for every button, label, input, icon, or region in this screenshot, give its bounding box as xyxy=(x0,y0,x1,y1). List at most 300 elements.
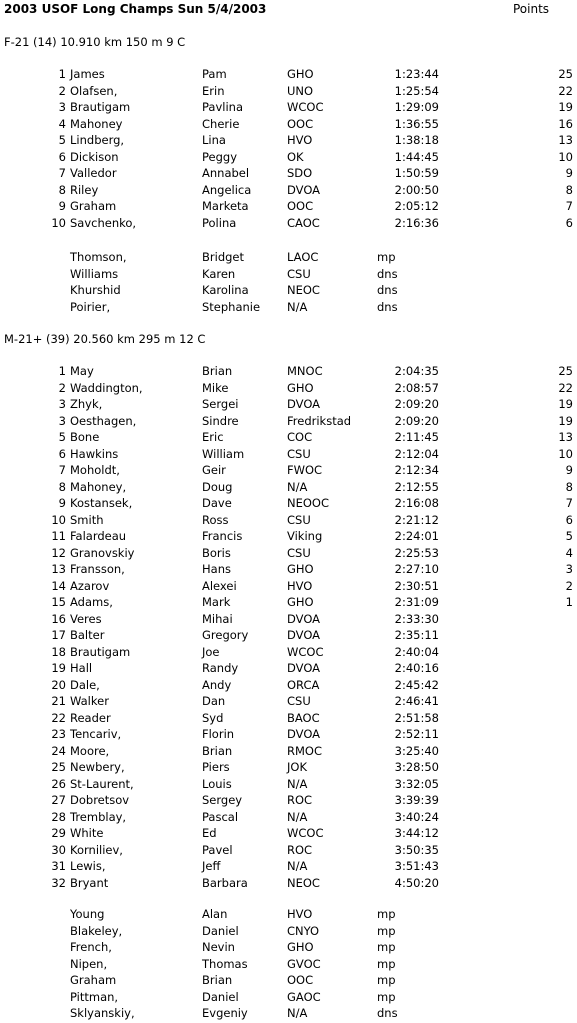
status-cell: mp xyxy=(377,250,396,264)
club-cell: DVOA xyxy=(287,661,321,675)
result-row xyxy=(0,562,577,579)
first-name-cell: Sergei xyxy=(202,397,239,411)
result-row xyxy=(0,760,577,777)
result-row xyxy=(0,67,577,84)
status-cell: dns xyxy=(377,299,398,314)
club-cell: FWOC xyxy=(287,463,323,477)
place-cell: 3 xyxy=(58,397,66,411)
place-cell: 24 xyxy=(51,743,66,758)
last-name-cell: Tencariv, xyxy=(70,727,122,741)
first-name-cell: Daniel xyxy=(202,923,239,938)
status-cell: dns xyxy=(377,266,398,281)
club-cell: HVO xyxy=(287,133,313,147)
time-cell: 3:40:24 xyxy=(394,809,439,824)
result-row xyxy=(0,628,577,645)
club-cell: WCOC xyxy=(287,644,324,659)
place-cell: 16 xyxy=(51,611,66,626)
first-name-cell: Nevin xyxy=(202,940,235,954)
club-cell: SDO xyxy=(287,166,313,180)
time-cell: 4:50:20 xyxy=(394,875,439,890)
club-cell: DVOA xyxy=(287,182,321,197)
last-name-cell: May xyxy=(70,364,94,378)
first-name-cell: Ed xyxy=(202,826,217,840)
time-cell: 2:04:35 xyxy=(394,364,439,378)
result-row xyxy=(0,859,577,876)
nonfinisher-row xyxy=(0,924,577,941)
place-cell: 23 xyxy=(51,727,66,741)
result-row xyxy=(0,579,577,596)
first-name-cell: Mark xyxy=(202,595,231,609)
place-cell: 2 xyxy=(58,380,66,395)
result-row xyxy=(0,661,577,678)
last-name-cell: Thomson, xyxy=(70,250,127,264)
first-name-cell: Polina xyxy=(202,215,237,230)
status-cell: dns xyxy=(377,1006,398,1020)
points-cell: 6 xyxy=(565,215,573,230)
first-name-cell: Sindre xyxy=(202,413,239,428)
points-cell: 13 xyxy=(558,133,573,147)
first-name-cell: Geir xyxy=(202,463,226,477)
place-cell: 1 xyxy=(58,364,66,378)
first-name-cell: Sergey xyxy=(202,793,243,807)
last-name-cell: Mahoney, xyxy=(70,479,127,494)
result-row xyxy=(0,529,577,546)
time-cell: 2:21:12 xyxy=(394,512,439,527)
status-cell: mp xyxy=(377,956,396,971)
club-cell: OOC xyxy=(287,199,314,213)
result-row xyxy=(0,513,577,530)
place-cell: 17 xyxy=(51,628,66,642)
points-cell: 19 xyxy=(558,100,573,114)
result-row xyxy=(0,381,577,398)
last-name-cell: Young xyxy=(70,907,105,921)
club-cell: N/A xyxy=(287,776,308,791)
place-cell: 4 xyxy=(58,116,66,131)
result-row xyxy=(0,117,577,134)
result-row xyxy=(0,694,577,711)
result-row xyxy=(0,397,577,414)
nonfinisher-row xyxy=(0,283,577,300)
place-cell: 27 xyxy=(51,793,66,807)
first-name-cell: Pavlina xyxy=(202,100,243,114)
place-cell: 5 xyxy=(58,133,66,147)
last-name-cell: Waddington, xyxy=(70,380,143,395)
last-name-cell: Veres xyxy=(70,611,102,626)
place-cell: 15 xyxy=(51,595,66,609)
last-name-cell: James xyxy=(70,67,105,81)
club-cell: CNYO xyxy=(287,923,320,938)
club-cell: NEOC xyxy=(287,875,320,890)
page-title: 2003 USOF Long Champs Sun 5/4/2003 xyxy=(4,2,267,16)
points-cell: 25 xyxy=(558,67,573,81)
last-name-cell: Khurshid xyxy=(70,283,121,297)
time-cell: 2:45:42 xyxy=(394,677,439,692)
last-name-cell: Moholdt, xyxy=(70,463,120,477)
first-name-cell: Karolina xyxy=(202,283,249,297)
last-name-cell: Hall xyxy=(70,661,93,675)
points-cell: 9 xyxy=(565,463,573,477)
club-cell: COC xyxy=(287,430,313,444)
result-row xyxy=(0,216,577,233)
time-cell: 3:32:05 xyxy=(394,776,439,791)
club-cell: OK xyxy=(287,149,304,164)
club-cell: ROC xyxy=(287,793,313,807)
points-cell: 16 xyxy=(558,116,573,131)
time-cell: 1:44:45 xyxy=(394,149,439,164)
club-cell: CSU xyxy=(287,446,311,461)
club-cell: GHO xyxy=(287,940,314,954)
first-name-cell: Bridget xyxy=(202,250,244,264)
club-cell: N/A xyxy=(287,809,308,824)
club-cell: NEOOC xyxy=(287,496,330,510)
first-name-cell: Doug xyxy=(202,479,233,494)
place-cell: 2 xyxy=(58,83,66,98)
place-cell: 29 xyxy=(51,826,66,840)
last-name-cell: Falardeau xyxy=(70,529,127,543)
status-cell: mp xyxy=(377,923,396,938)
club-cell: N/A xyxy=(287,299,308,314)
status-cell: mp xyxy=(377,907,396,921)
time-cell: 2:12:34 xyxy=(394,463,439,477)
points-cell: 22 xyxy=(558,83,573,98)
result-row xyxy=(0,183,577,200)
first-name-cell: Ross xyxy=(202,512,229,527)
time-cell: 1:50:59 xyxy=(394,166,439,180)
first-name-cell: Pam xyxy=(202,67,227,81)
club-cell: NEOC xyxy=(287,283,320,297)
result-row xyxy=(0,678,577,695)
points-cell: 22 xyxy=(558,380,573,395)
first-name-cell: Alan xyxy=(202,907,228,921)
last-name-cell: Tremblay, xyxy=(70,809,127,824)
time-cell: 2:40:16 xyxy=(394,661,439,675)
place-cell: 3 xyxy=(58,413,66,428)
time-cell: 2:27:10 xyxy=(394,562,439,576)
last-name-cell: Walker xyxy=(70,694,109,708)
result-row xyxy=(0,166,577,183)
first-name-cell: Andy xyxy=(202,677,232,692)
points-cell: 7 xyxy=(565,199,573,213)
first-name-cell: Evgeniy xyxy=(202,1006,248,1020)
points-cell: 5 xyxy=(565,529,573,543)
first-name-cell: Pavel xyxy=(202,842,233,857)
first-name-cell: Louis xyxy=(202,776,232,791)
time-cell: 2:08:57 xyxy=(394,380,439,395)
points-cell: 19 xyxy=(558,397,573,411)
time-cell: 2:16:36 xyxy=(394,215,439,230)
first-name-cell: Barbara xyxy=(202,875,248,890)
points-cell: 10 xyxy=(558,446,573,461)
last-name-cell: Bryant xyxy=(70,875,109,890)
class-heading: M-21+ (39) 20.560 km 295 m 12 C xyxy=(4,332,206,346)
last-name-cell: Graham xyxy=(70,199,117,213)
result-row xyxy=(0,595,577,612)
club-cell: CSU xyxy=(287,694,311,708)
time-cell: 1:23:44 xyxy=(394,67,439,81)
first-name-cell: Karen xyxy=(202,266,236,281)
status-cell: mp xyxy=(377,989,396,1004)
place-cell: 20 xyxy=(51,677,66,692)
nonfinisher-row xyxy=(0,990,577,1007)
club-cell: CAOC xyxy=(287,215,320,230)
last-name-cell: Fransson, xyxy=(70,562,125,576)
club-cell: Viking xyxy=(287,529,323,543)
club-cell: GAOC xyxy=(287,989,321,1004)
club-cell: LAOC xyxy=(287,250,319,264)
time-cell: 2:30:51 xyxy=(394,578,439,593)
place-cell: 8 xyxy=(58,182,66,197)
last-name-cell: Korniliev, xyxy=(70,842,123,857)
last-name-cell: Hawkins xyxy=(70,446,119,461)
first-name-cell: Florin xyxy=(202,727,235,741)
club-cell: BAOC xyxy=(287,710,320,725)
result-row xyxy=(0,447,577,464)
points-cell: 2 xyxy=(565,578,573,593)
nonfinisher-row xyxy=(0,907,577,924)
first-name-cell: Hans xyxy=(202,562,231,576)
status-cell: dns xyxy=(377,283,398,297)
time-cell: 2:16:08 xyxy=(394,496,439,510)
place-cell: 3 xyxy=(58,100,66,114)
result-row xyxy=(0,480,577,497)
first-name-cell: Mike xyxy=(202,380,229,395)
place-cell: 25 xyxy=(51,760,66,774)
points-cell: 19 xyxy=(558,413,573,428)
points-cell: 6 xyxy=(565,512,573,527)
last-name-cell: Brautigam xyxy=(70,644,131,659)
last-name-cell: Oesthagen, xyxy=(70,413,137,428)
result-row xyxy=(0,826,577,843)
place-cell: 22 xyxy=(51,710,66,725)
time-cell: 2:05:12 xyxy=(394,199,439,213)
last-name-cell: Dobretsov xyxy=(70,793,130,807)
status-cell: mp xyxy=(377,940,396,954)
place-cell: 6 xyxy=(58,149,66,164)
status-cell: mp xyxy=(377,973,396,987)
time-cell: 1:38:18 xyxy=(394,133,439,147)
first-name-cell: Mihai xyxy=(202,611,233,626)
points-cell: 25 xyxy=(558,364,573,378)
club-cell: RMOC xyxy=(287,743,322,758)
club-cell: UNO xyxy=(287,83,314,98)
place-cell: 28 xyxy=(51,809,66,824)
time-cell: 2:09:20 xyxy=(394,413,439,428)
last-name-cell: Zhyk, xyxy=(70,397,103,411)
club-cell: WCOC xyxy=(287,826,324,840)
result-row xyxy=(0,430,577,447)
first-name-cell: Gregory xyxy=(202,628,249,642)
result-row xyxy=(0,463,577,480)
time-cell: 2:00:50 xyxy=(394,182,439,197)
club-cell: GHO xyxy=(287,562,314,576)
first-name-cell: Erin xyxy=(202,83,225,98)
club-cell: DVOA xyxy=(287,628,321,642)
first-name-cell: Francis xyxy=(202,529,243,543)
last-name-cell: Dale, xyxy=(70,677,100,692)
first-name-cell: Boris xyxy=(202,545,231,560)
last-name-cell: Olafsen, xyxy=(70,83,118,98)
first-name-cell: Marketa xyxy=(202,199,249,213)
time-cell: 2:46:41 xyxy=(394,694,439,708)
first-name-cell: Pascal xyxy=(202,809,239,824)
time-cell: 2:35:11 xyxy=(394,628,439,642)
nonfinisher-row xyxy=(0,940,577,957)
club-cell: JOK xyxy=(287,760,307,774)
last-name-cell: Kostansek, xyxy=(70,496,133,510)
last-name-cell: Brautigam xyxy=(70,100,131,114)
time-cell: 2:52:11 xyxy=(394,727,439,741)
club-cell: N/A xyxy=(287,859,308,873)
first-name-cell: Cherie xyxy=(202,116,240,131)
last-name-cell: Azarov xyxy=(70,578,110,593)
last-name-cell: Smith xyxy=(70,512,104,527)
result-row xyxy=(0,414,577,431)
time-cell: 3:28:50 xyxy=(394,760,439,774)
last-name-cell: Pittman, xyxy=(70,989,119,1004)
points-cell: 8 xyxy=(565,182,573,197)
place-cell: 5 xyxy=(58,430,66,444)
first-name-cell: Stephanie xyxy=(202,299,261,314)
place-cell: 13 xyxy=(51,562,66,576)
nonfinisher-row xyxy=(0,300,577,317)
place-cell: 9 xyxy=(58,496,66,510)
result-row xyxy=(0,793,577,810)
time-cell: 2:40:04 xyxy=(394,644,439,659)
place-cell: 14 xyxy=(51,578,66,593)
club-cell: N/A xyxy=(287,479,308,494)
points-cell: 9 xyxy=(565,166,573,180)
first-name-cell: Daniel xyxy=(202,989,239,1004)
result-row xyxy=(0,645,577,662)
club-cell: OOC xyxy=(287,116,314,131)
club-cell: HVO xyxy=(287,578,313,593)
result-row xyxy=(0,612,577,629)
result-row xyxy=(0,810,577,827)
first-name-cell: Lina xyxy=(202,133,226,147)
time-cell: 2:11:45 xyxy=(394,430,439,444)
result-row xyxy=(0,84,577,101)
points-cell: 4 xyxy=(565,545,573,560)
first-name-cell: Annabel xyxy=(202,166,250,180)
result-row xyxy=(0,150,577,167)
last-name-cell: Dickison xyxy=(70,149,119,164)
time-cell: 3:44:12 xyxy=(394,826,439,840)
last-name-cell: Riley xyxy=(70,182,99,197)
time-cell: 2:09:20 xyxy=(394,397,439,411)
last-name-cell: Blakeley, xyxy=(70,923,123,938)
first-name-cell: Brian xyxy=(202,973,233,987)
last-name-cell: Bone xyxy=(70,430,100,444)
last-name-cell: Reader xyxy=(70,710,111,725)
result-row xyxy=(0,876,577,893)
result-row xyxy=(0,199,577,216)
place-cell: 7 xyxy=(58,166,66,180)
first-name-cell: William xyxy=(202,446,245,461)
last-name-cell: Granovskiy xyxy=(70,545,135,560)
first-name-cell: Jeff xyxy=(202,859,221,873)
result-row xyxy=(0,546,577,563)
time-cell: 2:33:30 xyxy=(394,611,439,626)
last-name-cell: Lindberg, xyxy=(70,133,125,147)
club-cell: CSU xyxy=(287,266,311,281)
points-cell: 1 xyxy=(565,595,573,609)
club-cell: ROC xyxy=(287,842,313,857)
last-name-cell: Balter xyxy=(70,628,105,642)
first-name-cell: Joe xyxy=(202,644,220,659)
first-name-cell: Randy xyxy=(202,661,239,675)
club-cell: DVOA xyxy=(287,611,321,626)
first-name-cell: Alexei xyxy=(202,578,237,593)
last-name-cell: Nipen, xyxy=(70,956,108,971)
place-cell: 10 xyxy=(51,512,66,527)
place-cell: 11 xyxy=(51,529,66,543)
place-cell: 18 xyxy=(51,644,66,659)
club-cell: GHO xyxy=(287,380,314,395)
club-cell: Fredrikstad xyxy=(287,413,352,428)
first-name-cell: Peggy xyxy=(202,149,238,164)
place-cell: 12 xyxy=(51,545,66,560)
first-name-cell: Brian xyxy=(202,743,233,758)
result-row xyxy=(0,843,577,860)
nonfinisher-row xyxy=(0,957,577,974)
time-cell: 2:12:04 xyxy=(394,446,439,461)
last-name-cell: Mahoney xyxy=(70,116,123,131)
club-cell: ORCA xyxy=(287,677,320,692)
place-cell: 26 xyxy=(51,776,66,791)
last-name-cell: Moore, xyxy=(70,743,110,758)
first-name-cell: Syd xyxy=(202,710,224,725)
time-cell: 1:36:55 xyxy=(394,116,439,131)
place-cell: 1 xyxy=(58,67,66,81)
club-cell: GVOC xyxy=(287,956,321,971)
time-cell: 1:29:09 xyxy=(394,100,439,114)
points-cell: 10 xyxy=(558,149,573,164)
nonfinisher-row xyxy=(0,250,577,267)
nonfinisher-row xyxy=(0,1006,577,1023)
first-name-cell: Eric xyxy=(202,430,224,444)
club-cell: CSU xyxy=(287,545,311,560)
last-name-cell: Adams, xyxy=(70,595,113,609)
points-cell: 7 xyxy=(565,496,573,510)
club-cell: HVO xyxy=(287,907,313,921)
time-cell: 2:51:58 xyxy=(394,710,439,725)
time-cell: 1:25:54 xyxy=(394,83,439,98)
time-cell: 3:39:39 xyxy=(394,793,439,807)
place-cell: 9 xyxy=(58,199,66,213)
nonfinisher-row xyxy=(0,267,577,284)
place-cell: 32 xyxy=(51,875,66,890)
place-cell: 30 xyxy=(51,842,66,857)
place-cell: 19 xyxy=(51,661,66,675)
points-column-header: Points xyxy=(513,2,550,16)
last-name-cell: White xyxy=(70,826,104,840)
club-cell: GHO xyxy=(287,595,314,609)
last-name-cell: Savchenko, xyxy=(70,215,137,230)
first-name-cell: Angelica xyxy=(202,182,252,197)
place-cell: 6 xyxy=(58,446,66,461)
last-name-cell: St-Laurent, xyxy=(70,776,134,791)
result-row xyxy=(0,777,577,794)
club-cell: OOC xyxy=(287,973,314,987)
last-name-cell: French, xyxy=(70,940,112,954)
first-name-cell: Thomas xyxy=(202,956,248,971)
last-name-cell: Newbery, xyxy=(70,760,125,774)
time-cell: 3:25:40 xyxy=(394,743,439,758)
first-name-cell: Piers xyxy=(202,760,230,774)
club-cell: GHO xyxy=(287,67,314,81)
time-cell: 2:25:53 xyxy=(394,545,439,560)
result-row xyxy=(0,727,577,744)
